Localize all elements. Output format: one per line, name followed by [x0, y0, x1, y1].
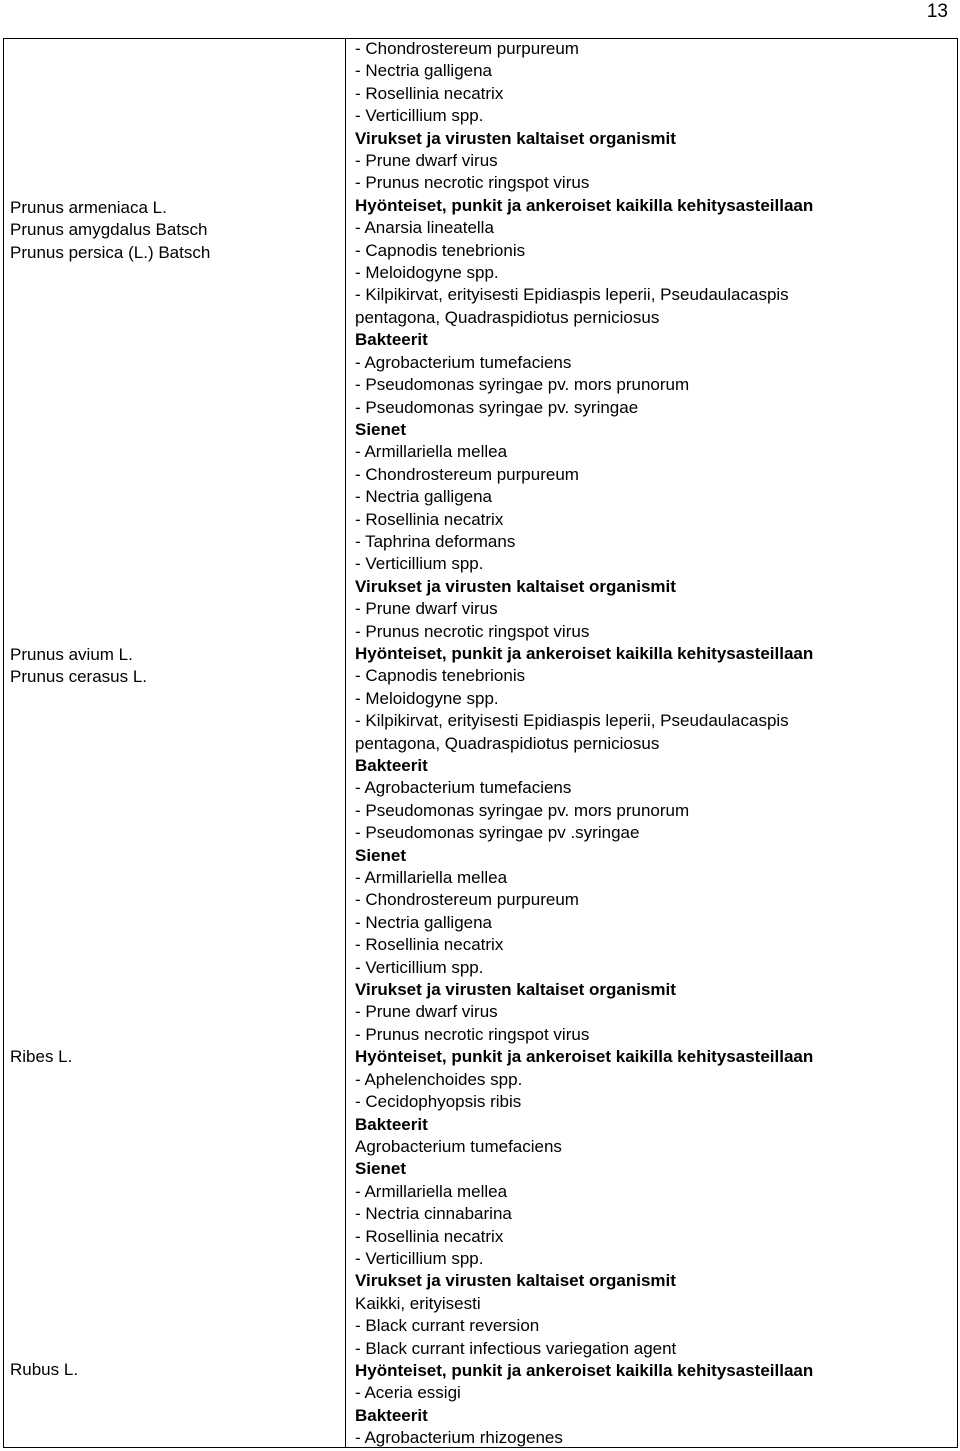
organism-entry: - Chondrostereum purpureum: [355, 464, 579, 484]
organism-entry: - Rosellinia necatrix: [355, 83, 504, 103]
organism-entry: Kaikki, erityisesti: [355, 1293, 481, 1313]
organism-entry: - Armillariella mellea: [355, 442, 508, 462]
plant-name: Prunus armeniaca L.: [10, 198, 167, 217]
plant-group-prunus-armeniaca: [10, 197, 210, 264]
organism-entry: - Pseudomonas syringae pv. mors prunorum: [355, 800, 690, 820]
organism-entry: - Nectria galligena: [355, 487, 493, 507]
plant-name: Prunus amygdalus Batsch: [10, 220, 208, 240]
organism-entry: - Meloidogyne spp.: [355, 263, 499, 283]
organism-entry: - Kilpikirvat, erityisesti Epidiaspis leperii, Pseudaulacaspis: [355, 285, 789, 305]
category-heading: Hyönteiset, punkit ja ankeroiset kaikilla kehitysasteillaan: [355, 1047, 814, 1067]
organism-entry: - Pseudomonas syringae pv. mors prunorum: [355, 375, 690, 395]
organism-entry: - Armillariella mellea: [355, 868, 508, 888]
organism-entry: - Nectria galligena: [355, 61, 493, 81]
plant-name: Ribes L.: [10, 1047, 73, 1066]
organism-entry: - Rosellinia necatrix: [355, 935, 504, 955]
organism-entry: - Prunus necrotic ringspot virus: [355, 173, 590, 193]
organism-entry: - Prune dwarf virus: [355, 151, 498, 171]
organism-entry: pentagona, Quadraspidiotus perniciosus: [355, 733, 660, 753]
category-heading: Bakteerit: [355, 330, 428, 350]
plant-name: Rubus L.: [10, 1360, 79, 1379]
organism-list: [355, 38, 945, 1450]
organism-entry: - Pseudomonas syringae pv .syringae: [355, 823, 640, 843]
organism-entry: - Prune dwarf virus: [355, 1002, 498, 1022]
organism-entry: - Cecidophyopsis ribis: [355, 1092, 522, 1112]
category-heading: Bakteerit: [355, 756, 428, 775]
organism-entry: - Kilpikirvat, erityisesti Epidiaspis leperii, Pseudaulacaspis: [355, 711, 789, 731]
organism-entry: - Verticillium spp.: [355, 957, 484, 977]
organism-entry: - Agrobacterium tumefaciens: [355, 352, 572, 372]
organism-entry: - Prune dwarf virus: [355, 599, 498, 619]
organism-entry: - Capnodis tenebrionis: [355, 240, 526, 260]
organism-entry: Agrobacterium tumefaciens: [355, 1136, 562, 1156]
category-heading: Virukset ja virusten kaltaiset organismit: [355, 980, 676, 1000]
category-heading: Virukset ja virusten kaltaiset organismit: [355, 576, 676, 596]
category-heading: Virukset ja virusten kaltaiset organismit: [355, 128, 676, 148]
category-heading: Sienet: [355, 845, 407, 865]
organism-entry: - Prunus necrotic ringspot virus: [355, 621, 590, 641]
plant-name: Prunus cerasus L.: [10, 667, 148, 687]
organism-entry: - Black currant infectious variegation agent: [355, 1338, 677, 1358]
organism-entry: pentagona, Quadraspidiotus perniciosus: [355, 307, 660, 327]
organism-entry: - Meloidogyne spp.: [355, 688, 499, 708]
organism-entry: - Rosellinia necatrix: [355, 1226, 504, 1246]
organism-entry: - Capnodis tenebrionis: [355, 666, 526, 686]
plant-group-ribes: [10, 1046, 72, 1068]
organism-entry: - Agrobacterium tumefaciens: [355, 778, 572, 798]
organism-entry: - Verticillium spp.: [355, 106, 484, 126]
organism-entry: - Verticillium spp.: [355, 1248, 484, 1268]
plant-name: Prunus avium L.: [10, 645, 133, 664]
category-heading: Hyönteiset, punkit ja ankeroiset kaikilla kehitysasteillaan: [355, 1360, 814, 1380]
organism-entry: - Verticillium spp.: [355, 554, 484, 574]
category-heading: Hyönteiset, punkit ja ankeroiset kaikilla kehitysasteillaan: [355, 195, 814, 215]
category-heading: Virukset ja virusten kaltaiset organismit: [355, 1271, 676, 1291]
category-heading: Bakteerit: [355, 1114, 428, 1134]
category-heading: Bakteerit: [355, 1405, 428, 1425]
plant-group-prunus-avium: [10, 644, 147, 689]
organism-entry: - Rosellinia necatrix: [355, 509, 504, 529]
organism-entry: - Nectria cinnabarina: [355, 1204, 512, 1224]
page-number: 13: [926, 1, 948, 22]
organism-entry: - Pseudomonas syringae pv. syringae: [355, 397, 639, 417]
organism-entry: - Nectria galligena: [355, 912, 493, 932]
organism-entry: - Agrobacterium rhizogenes: [355, 1428, 563, 1448]
plant-name: Prunus persica (L.) Batsch: [10, 242, 211, 262]
organism-entry: - Chondrostereum purpureum: [355, 39, 579, 58]
organism-entry: - Aceria essigi: [355, 1383, 461, 1403]
organism-entry: - Black currant reversion: [355, 1316, 540, 1336]
organism-entry: - Aphelenchoides spp.: [355, 1069, 523, 1089]
category-heading: Hyönteiset, punkit ja ankeroiset kaikilla kehitysasteillaan: [355, 643, 814, 663]
organism-entry: - Anarsia lineatella: [355, 218, 494, 238]
category-heading: Sienet: [355, 1159, 407, 1179]
category-heading: Sienet: [355, 419, 407, 439]
organism-entry: - Prunus necrotic ringspot virus: [355, 1024, 590, 1044]
organism-entry: - Chondrostereum purpureum: [355, 890, 579, 910]
plant-group-rubus: [10, 1359, 78, 1381]
organism-entry: - Taphrina deformans: [355, 531, 516, 551]
organism-entry: - Armillariella mellea: [355, 1181, 508, 1201]
